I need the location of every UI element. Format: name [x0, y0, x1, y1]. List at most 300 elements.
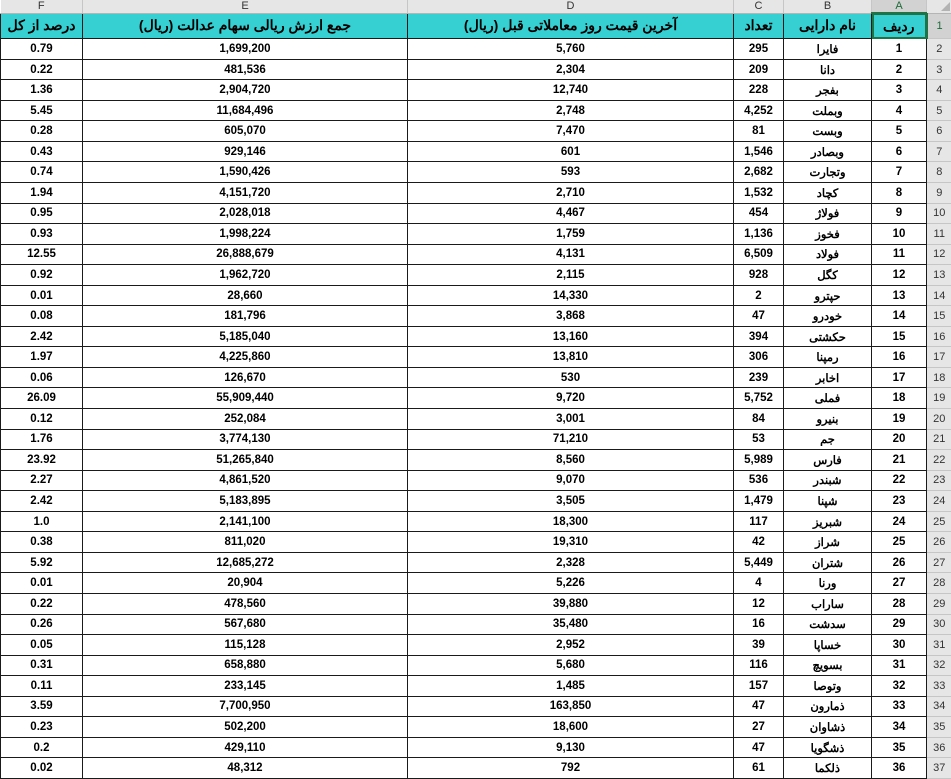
total-value-cell[interactable]: 26,888,679	[83, 244, 408, 265]
percent-cell[interactable]: 0.08	[1, 306, 83, 327]
table-row	[1, 367, 951, 388]
row-number-cell[interactable]: 24	[872, 511, 927, 532]
table-row	[1, 183, 951, 204]
count-cell[interactable]: 1,546	[734, 141, 784, 162]
table-row	[1, 552, 951, 573]
row-header[interactable]: 19	[927, 388, 951, 409]
percent-cell[interactable]: 1.0	[1, 511, 83, 532]
count-cell[interactable]: 12	[734, 593, 784, 614]
row-header[interactable]: 4	[927, 80, 951, 101]
last-price-cell[interactable]: 4,467	[408, 203, 734, 224]
total-value-cell[interactable]: 658,880	[83, 655, 408, 676]
table-row	[1, 347, 951, 368]
total-value-cell[interactable]: 51,265,840	[83, 450, 408, 471]
count-cell[interactable]: 5,989	[734, 450, 784, 471]
header-percent[interactable]: درصد از کل	[1, 13, 83, 39]
row-header[interactable]: 26	[927, 532, 951, 553]
asset-name-cell[interactable]: رمپنا	[784, 347, 872, 368]
row-header[interactable]: 21	[927, 429, 951, 450]
total-value-cell[interactable]: 1,962,720	[83, 265, 408, 286]
header-last-price[interactable]: آخرین قیمت روز معاملاتی قبل (ریال)	[408, 13, 734, 39]
count-cell[interactable]: 1,532	[734, 183, 784, 204]
last-price-cell[interactable]: 530	[408, 367, 734, 388]
row-number-cell[interactable]: 13	[872, 285, 927, 306]
percent-cell[interactable]: 5.92	[1, 552, 83, 573]
table-row	[1, 141, 951, 162]
row-header[interactable]: 33	[927, 676, 951, 697]
last-price-cell[interactable]: 5,680	[408, 655, 734, 676]
asset-name-cell[interactable]: شبریز	[784, 511, 872, 532]
total-value-cell[interactable]: 1,998,224	[83, 224, 408, 245]
row-header[interactable]: 10	[927, 203, 951, 224]
last-price-cell[interactable]: 2,748	[408, 100, 734, 121]
row-number-cell[interactable]: 18	[872, 388, 927, 409]
table-row	[1, 326, 951, 347]
percent-cell[interactable]: 0.22	[1, 59, 83, 80]
percent-cell[interactable]: 2.42	[1, 491, 83, 512]
percent-cell[interactable]: 3.59	[1, 696, 83, 717]
table-row	[1, 491, 951, 512]
asset-name-cell[interactable]: ذشاوان	[784, 717, 872, 738]
total-value-cell[interactable]: 2,904,720	[83, 80, 408, 101]
row-number-cell[interactable]: 4	[872, 100, 927, 121]
asset-name-cell[interactable]: فولاژ	[784, 203, 872, 224]
count-cell[interactable]: 928	[734, 265, 784, 286]
total-value-cell[interactable]: 233,145	[83, 676, 408, 697]
last-price-cell[interactable]: 13,160	[408, 326, 734, 347]
table-row	[1, 265, 951, 286]
asset-name-cell[interactable]: خودرو	[784, 306, 872, 327]
percent-cell[interactable]: 2.42	[1, 326, 83, 347]
table-row	[1, 737, 951, 758]
last-price-cell[interactable]: 3,505	[408, 491, 734, 512]
row-number-cell[interactable]: 32	[872, 676, 927, 697]
row-number-cell[interactable]: 16	[872, 347, 927, 368]
row-header[interactable]: 9	[927, 183, 951, 204]
count-cell[interactable]: 4	[734, 573, 784, 594]
row-number-cell[interactable]: 17	[872, 367, 927, 388]
total-value-cell[interactable]: 115,128	[83, 635, 408, 656]
table-row	[1, 532, 951, 553]
percent-cell[interactable]: 0.93	[1, 224, 83, 245]
asset-name-cell[interactable]: کچاد	[784, 183, 872, 204]
asset-name-cell[interactable]: بسویچ	[784, 655, 872, 676]
row-header[interactable]: 27	[927, 552, 951, 573]
last-price-cell[interactable]: 18,600	[408, 717, 734, 738]
table-row	[1, 573, 951, 594]
table-row	[1, 162, 951, 183]
last-price-cell[interactable]: 9,130	[408, 737, 734, 758]
last-price-cell[interactable]: 5,760	[408, 39, 734, 60]
asset-name-cell[interactable]: فخوز	[784, 224, 872, 245]
row-number-cell[interactable]: 19	[872, 409, 927, 430]
header-count[interactable]: تعداد	[734, 13, 784, 39]
row-number-cell[interactable]: 12	[872, 265, 927, 286]
total-value-cell[interactable]: 929,146	[83, 141, 408, 162]
column-header-c[interactable]: C	[734, 0, 784, 13]
total-value-cell[interactable]: 1,699,200	[83, 39, 408, 60]
asset-name-cell[interactable]: وتجارت	[784, 162, 872, 183]
table-row	[1, 203, 951, 224]
table-row	[1, 388, 951, 409]
count-cell[interactable]: 84	[734, 409, 784, 430]
count-cell[interactable]: 306	[734, 347, 784, 368]
last-price-cell[interactable]: 5,226	[408, 573, 734, 594]
count-cell[interactable]: 61	[734, 758, 784, 779]
header-row-no[interactable]: ردیف	[872, 13, 927, 39]
asset-name-cell[interactable]: شبندر	[784, 470, 872, 491]
table-row	[1, 655, 951, 676]
count-cell[interactable]: 454	[734, 203, 784, 224]
total-value-cell[interactable]: 28,660	[83, 285, 408, 306]
table-row	[1, 429, 951, 450]
percent-cell[interactable]: 0.43	[1, 141, 83, 162]
total-value-cell[interactable]: 429,110	[83, 737, 408, 758]
row-header[interactable]: 23	[927, 470, 951, 491]
asset-name-cell[interactable]: بفجر	[784, 80, 872, 101]
percent-cell[interactable]: 1.97	[1, 347, 83, 368]
percent-cell[interactable]: 0.02	[1, 758, 83, 779]
total-value-cell[interactable]: 55,909,440	[83, 388, 408, 409]
row-header[interactable]: 36	[927, 737, 951, 758]
percent-cell[interactable]: 0.95	[1, 203, 83, 224]
count-cell[interactable]: 4,252	[734, 100, 784, 121]
percent-cell[interactable]: 0.31	[1, 655, 83, 676]
percent-cell[interactable]: 0.38	[1, 532, 83, 553]
count-cell[interactable]: 228	[734, 80, 784, 101]
row-number-cell[interactable]: 28	[872, 593, 927, 614]
percent-cell[interactable]: 0.74	[1, 162, 83, 183]
last-price-cell[interactable]: 9,070	[408, 470, 734, 491]
column-header-e[interactable]: E	[83, 0, 408, 13]
row-number-cell[interactable]: 8	[872, 183, 927, 204]
row-header[interactable]: 24	[927, 491, 951, 512]
count-cell[interactable]: 6,509	[734, 244, 784, 265]
asset-name-cell[interactable]: سدشت	[784, 614, 872, 635]
count-cell[interactable]: 117	[734, 511, 784, 532]
last-price-cell[interactable]: 163,850	[408, 696, 734, 717]
total-value-cell[interactable]: 181,796	[83, 306, 408, 327]
row-number-cell[interactable]: 35	[872, 737, 927, 758]
last-price-cell[interactable]: 19,310	[408, 532, 734, 553]
row-number-cell[interactable]: 6	[872, 141, 927, 162]
table-row	[1, 59, 951, 80]
last-price-cell[interactable]: 2,328	[408, 552, 734, 573]
total-value-cell[interactable]: 502,200	[83, 717, 408, 738]
last-price-cell[interactable]: 12,740	[408, 80, 734, 101]
asset-name-cell[interactable]: فملی	[784, 388, 872, 409]
total-value-cell[interactable]: 4,151,720	[83, 183, 408, 204]
asset-name-cell[interactable]: بنیرو	[784, 409, 872, 430]
table-row	[1, 717, 951, 738]
row-header[interactable]: 8	[927, 162, 951, 183]
count-cell[interactable]: 536	[734, 470, 784, 491]
count-cell[interactable]: 116	[734, 655, 784, 676]
total-value-cell[interactable]: 5,183,895	[83, 491, 408, 512]
last-price-cell[interactable]: 1,485	[408, 676, 734, 697]
row-number-cell[interactable]: 11	[872, 244, 927, 265]
row-number-cell[interactable]: 9	[872, 203, 927, 224]
row-header[interactable]: 2	[927, 39, 951, 60]
row-number-cell[interactable]: 33	[872, 696, 927, 717]
last-price-cell[interactable]: 8,560	[408, 450, 734, 471]
row-number-cell[interactable]: 20	[872, 429, 927, 450]
header-total-value[interactable]: جمع ارزش ریالی سهام عدالت (ریال)	[83, 13, 408, 39]
last-price-cell[interactable]: 14,330	[408, 285, 734, 306]
table-row	[1, 285, 951, 306]
column-header-row	[1, 0, 951, 13]
row-header[interactable]: 16	[927, 326, 951, 347]
total-value-cell[interactable]: 2,028,018	[83, 203, 408, 224]
total-value-cell[interactable]: 12,685,272	[83, 552, 408, 573]
table-row	[1, 450, 951, 471]
total-value-cell[interactable]: 11,684,496	[83, 100, 408, 121]
row-header[interactable]: 25	[927, 511, 951, 532]
percent-cell[interactable]: 0.01	[1, 285, 83, 306]
asset-name-cell[interactable]: وبست	[784, 121, 872, 142]
row-header[interactable]: 13	[927, 265, 951, 286]
row-header[interactable]: 15	[927, 306, 951, 327]
total-value-cell[interactable]: 1,590,426	[83, 162, 408, 183]
total-value-cell[interactable]: 4,225,860	[83, 347, 408, 368]
row-header[interactable]: 11	[927, 224, 951, 245]
row-number-cell[interactable]: 7	[872, 162, 927, 183]
asset-name-cell[interactable]: کگل	[784, 265, 872, 286]
last-price-cell[interactable]: 2,115	[408, 265, 734, 286]
last-price-cell[interactable]: 3,001	[408, 409, 734, 430]
percent-cell[interactable]: 1.36	[1, 80, 83, 101]
row-header[interactable]: 30	[927, 614, 951, 635]
asset-name-cell[interactable]: ذلکما	[784, 758, 872, 779]
asset-name-cell[interactable]: ساراب	[784, 593, 872, 614]
asset-name-cell[interactable]: وبملت	[784, 100, 872, 121]
percent-cell[interactable]: 0.2	[1, 737, 83, 758]
percent-cell[interactable]: 0.92	[1, 265, 83, 286]
asset-name-cell[interactable]: دانا	[784, 59, 872, 80]
row-number-cell[interactable]: 5	[872, 121, 927, 142]
row-header[interactable]: 37	[927, 758, 951, 779]
percent-cell[interactable]: 1.94	[1, 183, 83, 204]
total-value-cell[interactable]: 481,536	[83, 59, 408, 80]
percent-cell[interactable]: 1.76	[1, 429, 83, 450]
total-value-cell[interactable]: 478,560	[83, 593, 408, 614]
row-number-cell[interactable]: 34	[872, 717, 927, 738]
asset-name-cell[interactable]: ذشگویا	[784, 737, 872, 758]
total-value-cell[interactable]: 811,020	[83, 532, 408, 553]
count-cell[interactable]: 295	[734, 39, 784, 60]
count-cell[interactable]: 209	[734, 59, 784, 80]
select-all-triangle-icon	[941, 2, 950, 11]
total-value-cell[interactable]: 48,312	[83, 758, 408, 779]
last-price-cell[interactable]: 2,952	[408, 635, 734, 656]
percent-cell[interactable]: 2.27	[1, 470, 83, 491]
total-value-cell[interactable]: 2,141,100	[83, 511, 408, 532]
last-price-cell[interactable]: 13,810	[408, 347, 734, 368]
row-number-cell[interactable]: 25	[872, 532, 927, 553]
asset-name-cell[interactable]: فایرا	[784, 39, 872, 60]
count-cell[interactable]: 2	[734, 285, 784, 306]
percent-cell[interactable]: 0.23	[1, 717, 83, 738]
asset-name-cell[interactable]: شتران	[784, 552, 872, 573]
count-cell[interactable]: 1,479	[734, 491, 784, 512]
count-cell[interactable]: 5,449	[734, 552, 784, 573]
percent-cell[interactable]: 5.45	[1, 100, 83, 121]
total-value-cell[interactable]: 3,774,130	[83, 429, 408, 450]
total-value-cell[interactable]: 4,861,520	[83, 470, 408, 491]
asset-name-cell[interactable]: خساپا	[784, 635, 872, 656]
row-header-1[interactable]: 1	[927, 13, 951, 39]
percent-cell[interactable]: 0.79	[1, 39, 83, 60]
count-cell[interactable]: 239	[734, 367, 784, 388]
row-header[interactable]: 12	[927, 244, 951, 265]
column-header-a[interactable]: A	[872, 0, 927, 13]
row-header[interactable]: 28	[927, 573, 951, 594]
asset-name-cell[interactable]: وبصادر	[784, 141, 872, 162]
row-number-cell[interactable]: 10	[872, 224, 927, 245]
row-number-cell[interactable]: 27	[872, 573, 927, 594]
count-cell[interactable]: 2,682	[734, 162, 784, 183]
count-cell[interactable]: 47	[734, 306, 784, 327]
header-row	[1, 13, 951, 39]
row-header[interactable]: 35	[927, 717, 951, 738]
percent-cell[interactable]: 0.12	[1, 409, 83, 430]
total-value-cell[interactable]: 7,700,950	[83, 696, 408, 717]
percent-cell[interactable]: 0.22	[1, 593, 83, 614]
percent-cell[interactable]: 0.05	[1, 635, 83, 656]
row-header[interactable]: 34	[927, 696, 951, 717]
row-number-cell[interactable]: 23	[872, 491, 927, 512]
percent-cell[interactable]: 0.11	[1, 676, 83, 697]
last-price-cell[interactable]: 3,868	[408, 306, 734, 327]
percent-cell[interactable]: 26.09	[1, 388, 83, 409]
last-price-cell[interactable]: 2,304	[408, 59, 734, 80]
last-price-cell[interactable]: 792	[408, 758, 734, 779]
row-number-cell[interactable]: 26	[872, 552, 927, 573]
last-price-cell[interactable]: 7,470	[408, 121, 734, 142]
last-price-cell[interactable]: 4,131	[408, 244, 734, 265]
row-number-cell[interactable]: 14	[872, 306, 927, 327]
total-value-cell[interactable]: 126,670	[83, 367, 408, 388]
row-header[interactable]: 18	[927, 367, 951, 388]
count-cell[interactable]: 42	[734, 532, 784, 553]
total-value-cell[interactable]: 20,904	[83, 573, 408, 594]
table-row	[1, 80, 951, 101]
asset-name-cell[interactable]: اخابر	[784, 367, 872, 388]
row-header[interactable]: 7	[927, 141, 951, 162]
select-all-button[interactable]	[927, 0, 951, 13]
last-price-cell[interactable]: 593	[408, 162, 734, 183]
table-row	[1, 224, 951, 245]
total-value-cell[interactable]: 5,185,040	[83, 326, 408, 347]
row-header[interactable]: 5	[927, 100, 951, 121]
row-header[interactable]: 3	[927, 59, 951, 80]
percent-cell[interactable]: 0.28	[1, 121, 83, 142]
table-row	[1, 470, 951, 491]
row-number-cell[interactable]: 29	[872, 614, 927, 635]
table-row	[1, 696, 951, 717]
row-number-cell[interactable]: 2	[872, 59, 927, 80]
table-row	[1, 100, 951, 121]
last-price-cell[interactable]: 9,720	[408, 388, 734, 409]
table-row	[1, 409, 951, 430]
last-price-cell[interactable]: 601	[408, 141, 734, 162]
row-number-cell[interactable]: 36	[872, 758, 927, 779]
total-value-cell[interactable]: 605,070	[83, 121, 408, 142]
row-header[interactable]: 29	[927, 593, 951, 614]
count-cell[interactable]: 394	[734, 326, 784, 347]
asset-name-cell[interactable]: وتوصا	[784, 676, 872, 697]
count-cell[interactable]: 47	[734, 737, 784, 758]
asset-name-cell[interactable]: جم	[784, 429, 872, 450]
table-row	[1, 511, 951, 532]
count-cell[interactable]: 53	[734, 429, 784, 450]
percent-cell[interactable]: 0.06	[1, 367, 83, 388]
row-number-cell[interactable]: 21	[872, 450, 927, 471]
count-cell[interactable]: 47	[734, 696, 784, 717]
row-header[interactable]: 31	[927, 635, 951, 656]
row-number-cell[interactable]: 22	[872, 470, 927, 491]
last-price-cell[interactable]: 1,759	[408, 224, 734, 245]
row-number-cell[interactable]: 31	[872, 655, 927, 676]
row-header[interactable]: 14	[927, 285, 951, 306]
row-header[interactable]: 17	[927, 347, 951, 368]
row-number-cell[interactable]: 30	[872, 635, 927, 656]
row-header[interactable]: 6	[927, 121, 951, 142]
row-number-cell[interactable]: 1	[872, 39, 927, 60]
percent-cell[interactable]: 0.01	[1, 573, 83, 594]
row-header[interactable]: 20	[927, 409, 951, 430]
header-asset-name[interactable]: نام دارایی	[784, 13, 872, 39]
asset-name-cell[interactable]: حکشتی	[784, 326, 872, 347]
row-number-cell[interactable]: 15	[872, 326, 927, 347]
column-header-b[interactable]: B	[784, 0, 872, 13]
asset-name-cell[interactable]: حپترو	[784, 285, 872, 306]
asset-name-cell[interactable]: فارس	[784, 450, 872, 471]
last-price-cell[interactable]: 39,880	[408, 593, 734, 614]
last-price-cell[interactable]: 71,210	[408, 429, 734, 450]
last-price-cell[interactable]: 18,300	[408, 511, 734, 532]
total-value-cell[interactable]: 252,084	[83, 409, 408, 430]
table-row	[1, 39, 951, 60]
table-row	[1, 758, 951, 779]
table-row	[1, 306, 951, 327]
asset-name-cell[interactable]: ذمارون	[784, 696, 872, 717]
row-header[interactable]: 32	[927, 655, 951, 676]
total-value-cell[interactable]: 567,680	[83, 614, 408, 635]
count-cell[interactable]: 1,136	[734, 224, 784, 245]
count-cell[interactable]: 81	[734, 121, 784, 142]
count-cell[interactable]: 39	[734, 635, 784, 656]
count-cell[interactable]: 16	[734, 614, 784, 635]
count-cell[interactable]: 157	[734, 676, 784, 697]
count-cell[interactable]: 27	[734, 717, 784, 738]
column-header-f[interactable]: F	[1, 0, 83, 13]
asset-name-cell[interactable]: فولاد	[784, 244, 872, 265]
table-row	[1, 244, 951, 265]
column-header-d[interactable]: D	[408, 0, 734, 13]
last-price-cell[interactable]: 2,710	[408, 183, 734, 204]
percent-cell[interactable]: 0.26	[1, 614, 83, 635]
asset-name-cell[interactable]: شراز	[784, 532, 872, 553]
row-header[interactable]: 22	[927, 450, 951, 471]
row-number-cell[interactable]: 3	[872, 80, 927, 101]
asset-name-cell[interactable]: ورنا	[784, 573, 872, 594]
asset-name-cell[interactable]: شپنا	[784, 491, 872, 512]
percent-cell[interactable]: 23.92	[1, 450, 83, 471]
percent-cell[interactable]: 12.55	[1, 244, 83, 265]
count-cell[interactable]: 5,752	[734, 388, 784, 409]
last-price-cell[interactable]: 35,480	[408, 614, 734, 635]
